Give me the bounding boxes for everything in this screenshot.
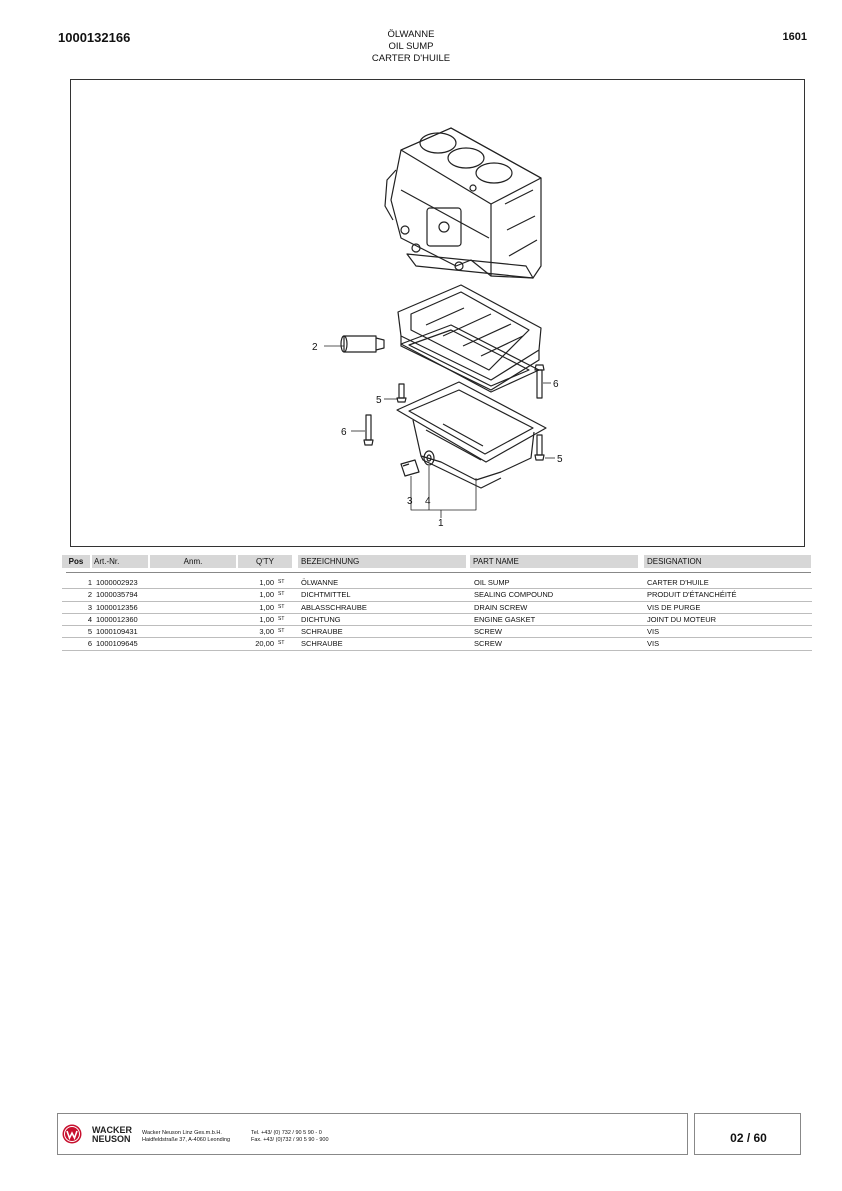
title-french: CARTER D'HUILE [371,53,451,64]
footer [57,1113,688,1155]
column-header-quantity: Q'TY [238,555,292,568]
oil-sump-illustration [71,80,806,548]
callout-6-left: 6 [341,427,347,438]
drain-screw-drawing [401,460,419,476]
row-quantity: 1,00 [259,590,274,600]
row-pos: 1 [87,578,92,587]
company-name: Wacker Neuson Linz Ges.m.b.H. [142,1130,222,1136]
title-german: ÖLWANNE [387,29,435,40]
parts-table [62,577,812,651]
title-english: OIL SUMP [388,41,434,52]
row-article: 1000109645 [96,639,138,649]
column-header-part-name: PART NAME [470,555,638,568]
page-number: 02 / 60 [730,1131,767,1145]
row-unit: ST [278,640,285,647]
row-bezeichnung: ABLASSCHRAUBE [301,602,367,612]
callout-4: 4 [425,496,431,507]
row-unit: ST [278,615,285,622]
row-quantity: 1,00 [259,602,274,612]
callout-5-upper: 5 [376,395,382,406]
row-quantity: 3,00 [259,627,274,637]
row-pos: 4 [87,614,92,624]
page-title [311,29,511,65]
contact-numbers [251,1130,329,1144]
row-designation: JOINT DU MOTEUR [647,614,717,624]
screw-6-right-drawing [535,365,544,398]
row-designation: VIS [647,627,660,637]
row-designation: VIS [647,639,660,649]
brand-line-2: NEUSON [92,1133,131,1144]
table-row [62,614,812,626]
callout-3: 3 [407,496,413,507]
row-designation: PRODUIT D'ÉTANCHÉITÉ [647,590,737,600]
row-designation: CARTER D'HUILE [647,578,709,587]
row-bezeichnung: DICHTUNG [301,614,341,624]
row-pos: 5 [87,627,92,637]
column-header-article: Art.-Nr. [92,555,148,568]
row-part-name: ENGINE GASKET [474,614,536,624]
table-row [62,589,812,601]
row-pos: 6 [87,639,92,649]
screw-5-lower-drawing [535,435,544,460]
sealant-tube-drawing [341,336,384,352]
row-unit: ST [278,591,285,598]
row-part-name: SEALING COMPOUND [474,590,554,600]
row-part-name: SCREW [474,639,502,649]
column-header-designation: DESIGNATION [644,555,811,568]
callout-6-right: 6 [553,379,559,390]
brand-name [92,1126,132,1143]
row-article: 1000109431 [96,627,138,637]
row-unit: ST [278,579,285,585]
document-number: 1000132166 [58,30,131,45]
fax: Fax. +43/ (0)732 / 90 5 90 - 900 [251,1137,329,1143]
table-row [62,577,812,589]
row-unit: ST [278,603,285,610]
row-bezeichnung: SCHRAUBE [301,627,343,637]
page-code: 1601 [782,31,807,43]
row-pos: 2 [87,590,92,600]
row-article: 1000002923 [96,578,138,587]
engine-block-drawing [385,128,541,278]
table-row [62,626,812,638]
row-part-name: OIL SUMP [474,578,510,587]
row-bezeichnung: ÖLWANNE [301,578,339,587]
column-header-remark: Anm. [150,555,236,568]
exploded-parts-drawing [70,79,805,547]
row-article: 1000012356 [96,602,138,612]
column-header-bezeichnung: BEZEICHNUNG [298,555,466,568]
table-row [62,602,812,614]
row-quantity: 1,00 [259,578,274,587]
street-address: Haidfeldstraße 37, A-4060 Leonding [142,1137,231,1143]
telephone: Tel. +43/ (0) 732 / 90 5 90 - 0 [251,1130,322,1136]
row-bezeichnung: DICHTMITTEL [301,590,351,600]
header-divider [66,572,811,573]
row-designation: VIS DE PURGE [647,602,701,612]
row-pos: 3 [87,602,92,612]
screw-5-upper-drawing [397,384,406,402]
row-bezeichnung: SCHRAUBE [301,639,343,649]
company-address [142,1130,230,1144]
callout-2: 2 [312,342,318,353]
row-part-name: DRAIN SCREW [474,602,528,612]
callout-5-lower: 5 [557,454,563,465]
wacker-neuson-logo-icon [62,1124,82,1144]
row-quantity: 20,00 [255,639,274,649]
callout-1: 1 [438,518,444,529]
row-article: 1000012360 [96,614,138,624]
screw-6-left-drawing [364,415,373,445]
row-article: 1000035794 [96,590,138,600]
row-quantity: 1,00 [259,614,274,624]
column-header-pos: Pos [62,555,90,568]
brand-line-1: WACKER [92,1125,132,1135]
row-part-name: SCREW [474,627,502,637]
page-number-box [694,1113,801,1155]
table-row [62,638,812,650]
row-unit: ST [278,628,285,635]
